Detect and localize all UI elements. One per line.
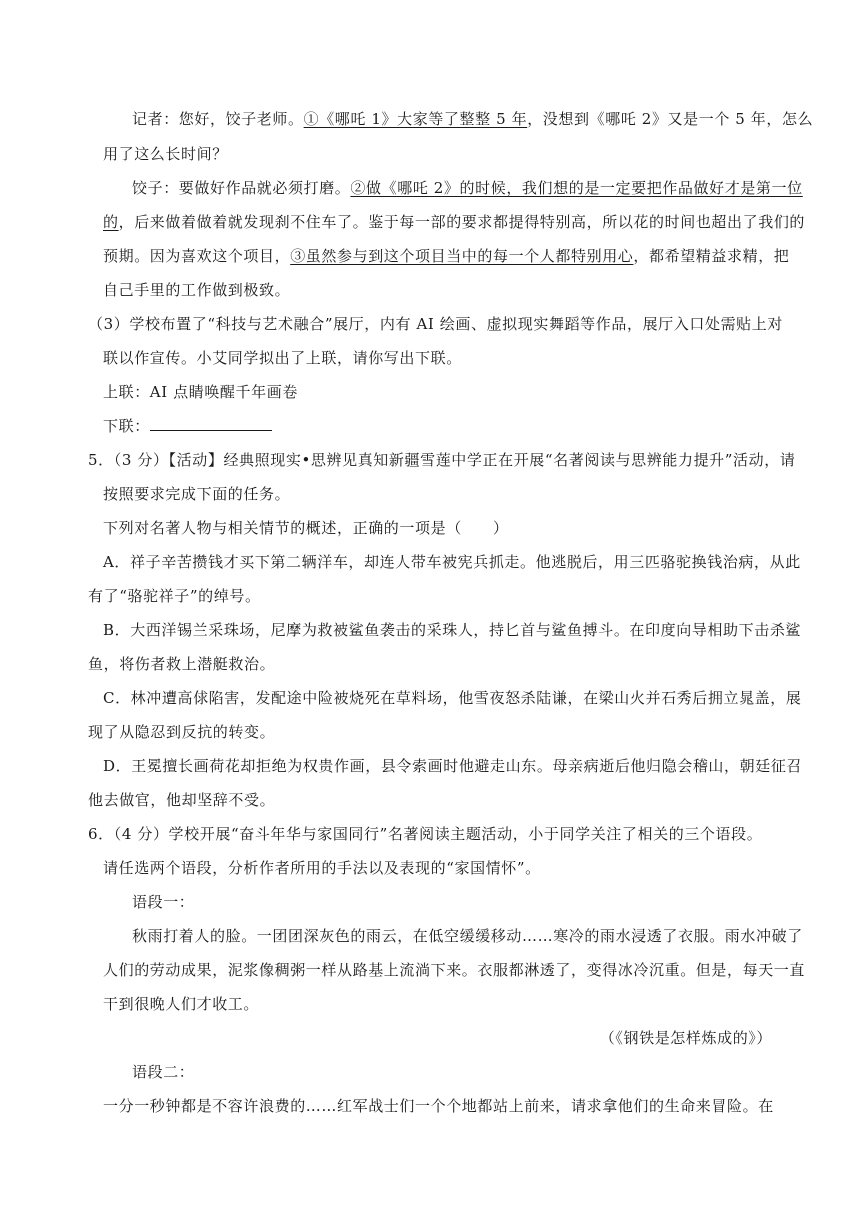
answer-blank[interactable] <box>150 416 272 431</box>
option-a-line-1: A．祥子辛苦攒钱才买下第二辆洋车，却连人带车被宪兵抓走。他逃脱后，用三匹骆驼换钱治病，从此 <box>103 553 801 571</box>
passage-2-line-1: 一分一秒钟都是不容许浪费的……红军战士们一个个地都站上前来，请求拿他们的生命来冒险。在 <box>103 1097 774 1115</box>
passage-1-line-3: 干到很晚人们才收工。 <box>103 995 260 1013</box>
interview-text: ，后来做着做着就发现刹不住车了。鉴于每一部的要求都提得特别高，所以花的时间也超出了我们的 <box>118 213 806 231</box>
passage-1-source: （《钢铁是怎样炼成的》） <box>599 1029 772 1047</box>
q6-line-1: 6．（4 分）学校开展“奋斗年华与家国同行”名著阅读主题活动，小于同学关注了相关的三个语段。 <box>88 825 763 843</box>
interview-line-6: 自己手里的工作做到极致。 <box>103 281 291 299</box>
interview-line-5 <box>103 246 789 266</box>
q3-line-1: （3）学校布置了“科技与艺术融合”展厅，内有 AI 绘画、虚拟现实舞蹈等作品，展厅入口处需贴上对 <box>88 315 783 333</box>
option-d-line-2: 他去做官，他却坚辞不受。 <box>88 791 276 809</box>
interview-text: 预期。因为喜欢这个项目， <box>103 247 291 265</box>
interview-line-2: 用了这么长时间？ <box>103 145 228 163</box>
passage-2-title: 语段二： <box>132 1063 195 1081</box>
interview-line-3 <box>132 178 803 198</box>
option-c-line-1: C．林冲遭高俅陷害，发配途中险被烧死在草料场，他雪夜怒杀陆谦，在梁山火并石秀后拥立晁盖，展 <box>103 689 802 707</box>
option-c-line-2: 现了从隐忍到反抗的转变。 <box>88 723 276 741</box>
jiaozi-text: 饺子：要做好作品就必须打磨。 <box>132 179 351 197</box>
couplet-lower-label: 下联： <box>103 417 150 435</box>
couplet-lower <box>103 416 272 436</box>
passage-1-line-2: 人们的劳动成果，泥浆像稠粥一样从路基上流淌下来。衣服都淋透了，变得冰冷沉重。但是，每天一直 <box>103 961 806 979</box>
q5-prompt: 下列对名著人物与相关情节的概述，正确的一项是（ ） <box>103 519 509 537</box>
interview-text: ，都希望精益求精，把 <box>633 247 790 265</box>
q3-line-2: 联以作宣传。小艾同学拟出了上联，请你写出下联。 <box>103 349 462 367</box>
underlined-sentence-2-end: 的 <box>103 213 119 231</box>
option-b-line-2: 鱼，将伤者救上潜艇救治。 <box>88 655 276 673</box>
interview-line-1 <box>132 109 813 129</box>
underlined-sentence-2: ②做《哪吒 2》的时候，我们想的是一定要把作品做好才是第一位 <box>350 179 803 197</box>
interview-text: ，没想到《哪吒 2》又是一个 5 年，怎么 <box>527 110 814 128</box>
interview-line-4 <box>103 212 805 232</box>
passage-1-title: 语段一： <box>132 893 195 911</box>
q5-line-2: 按照要求完成下面的任务。 <box>103 485 291 503</box>
q5-line-1: 5．（3 分）【活动】经典照现实•思辨见真知新疆雪莲中学正在开展“名著阅读与思辨能力提升”活动，请 <box>88 451 796 469</box>
q6-line-2: 请任选两个语段，分析作者所用的手法以及表现的“家国情怀”。 <box>103 859 541 877</box>
underlined-sentence-1: ①《哪吒 1》大家等了整整 5 年 <box>303 110 528 128</box>
option-b-line-1: B．大西洋锡兰采珠场，尼摩为救被鲨鱼袭击的采珠人，持匕首与鲨鱼搏斗。在印度向导相助下击杀鲨 <box>103 621 802 639</box>
reporter-text: 记者：您好，饺子老师。 <box>132 110 304 128</box>
underlined-sentence-3: ③虽然参与到这个项目当中的每一个人都特别用心 <box>290 247 634 265</box>
passage-1-line-1: 秋雨打着人的脸。一团团深灰色的雨云，在低空缓缓移动……寒冷的雨水浸透了衣服。雨水冲破了 <box>132 927 803 945</box>
option-a-line-2: 有了“骆驼祥子”的绰号。 <box>88 587 261 605</box>
couplet-upper: 上联：AI 点睛唤醒千年画卷 <box>103 383 298 401</box>
option-d-line-1: D．王冕擅长画荷花却拒绝为权贵作画，县令索画时他避走山东。母亲病逝后他归隐会稽山，朝廷征召 <box>103 757 803 775</box>
